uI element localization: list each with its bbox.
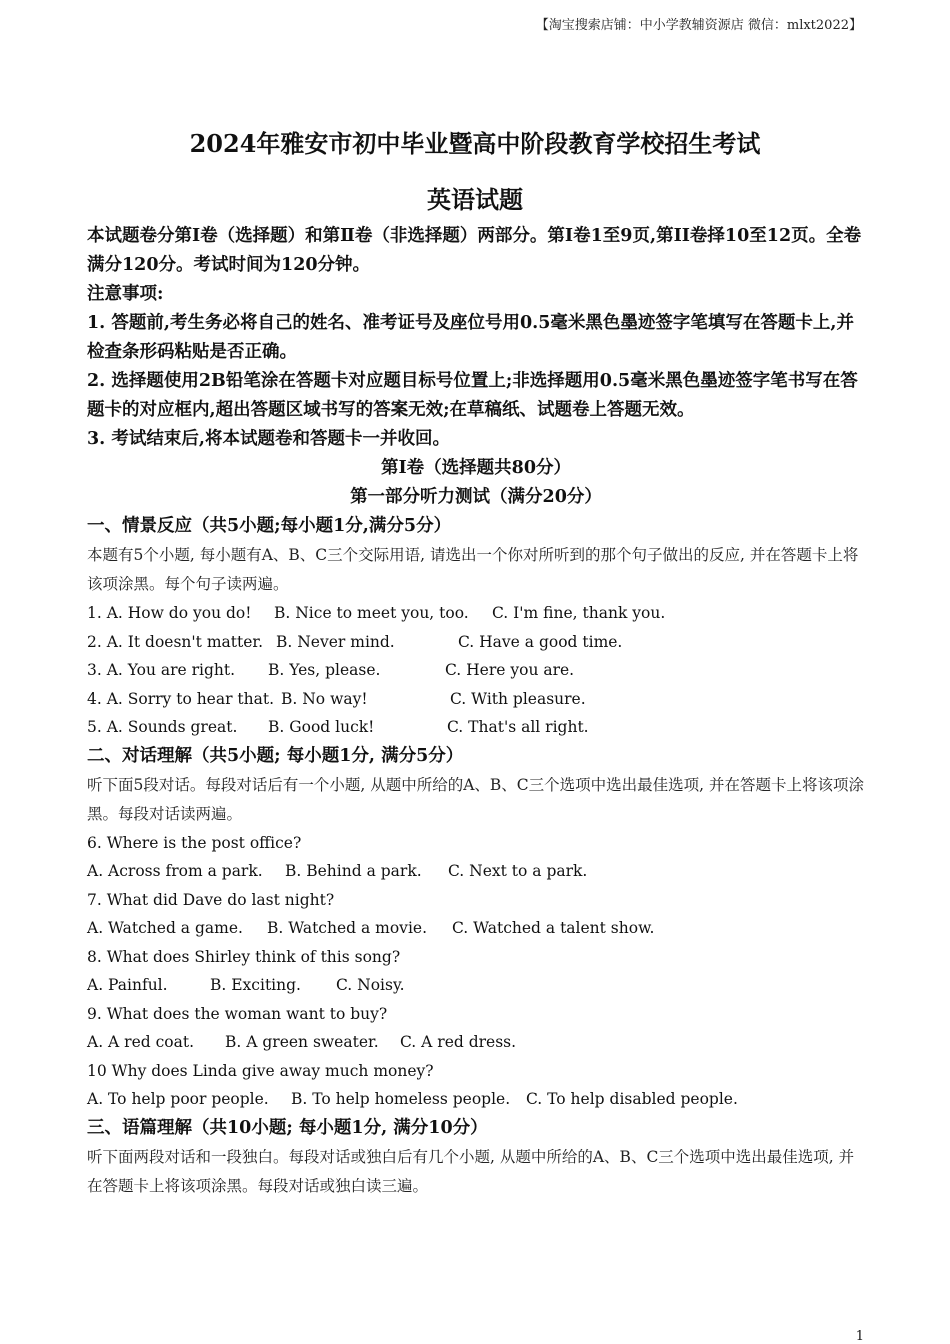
option-c: C. Watched a talent show. (452, 919, 655, 937)
option-a: A. Painful. (87, 976, 168, 994)
option-a: 4. A. Sorry to hear that. (87, 689, 275, 708)
option-b: B. Exciting. (210, 976, 301, 994)
option-c: C. Noisy. (336, 976, 405, 994)
option-b: B. Watched a movie. (267, 919, 427, 937)
option-a: 3. A. You are right. (87, 661, 236, 679)
exam-title: 2024年雅安市初中毕业暨高中阶段教育学校招生考试 (189, 129, 761, 158)
question-text: 8. What does Shirley think of this song? (87, 947, 401, 966)
exam-subtitle: 英语试题 (427, 185, 523, 214)
part-title: 第一部分听力测试（满分20分） (350, 487, 602, 507)
question-row (87, 713, 865, 742)
notice-title: 注意事项: (87, 284, 164, 304)
option-a: 5. A. Sounds great. (87, 718, 238, 736)
option-c: C. That's all right. (447, 718, 589, 736)
option-a: A. A red coat. (87, 1033, 195, 1051)
exam-content (87, 222, 865, 1201)
option-c: C. Here you are. (445, 661, 575, 679)
option-c: C. I'm fine, thank you. (492, 604, 666, 622)
section2-description: 听下面5段对话。每段对话后有一个小题, 从题中所给的A、B、C三个选项中选出最佳选项, 并在答题卡上将该项涂黑。每段对话读两遍。 (87, 775, 865, 823)
option-b: B. Nice to meet you, too. (274, 604, 469, 622)
option-b: B. No way! (281, 689, 368, 708)
volume-title: 第I卷（选择题共80分） (380, 458, 572, 478)
question-row (87, 656, 865, 685)
option-a: A. Across from a park. (87, 862, 263, 880)
option-b: B. To help homeless people. (291, 1090, 511, 1108)
question-row (87, 1028, 865, 1057)
option-b: B. Good luck! (268, 718, 375, 736)
section2-heading: 二、对话理解（共5小题; 每小题1分, 满分5分） (87, 745, 464, 766)
section3-heading: 三、语篇理解（共10小题; 每小题1分, 满分10分） (87, 1117, 488, 1138)
question-text: 6. Where is the post office? (87, 833, 302, 852)
question-text: 7. What did Dave do last night? (87, 890, 335, 909)
question-text: 10 Why does Linda give away much money? (87, 1061, 434, 1080)
option-c: C. With pleasure. (450, 689, 586, 708)
question-row (87, 599, 865, 628)
option-c: C. To help disabled people. (526, 1090, 738, 1108)
question-row (87, 971, 865, 1000)
notice-3: 3. 考试结束后,将本试题卷和答题卡一并收回。 (87, 429, 450, 449)
question-row (87, 628, 865, 657)
option-a: 1. A. How do you do! (87, 604, 252, 622)
question-row (87, 857, 865, 886)
intro-text: 本试题卷分第Ⅰ卷（选择题）和第Ⅱ卷（非选择题）两部分。第Ⅰ卷1至9页,第II卷择10至12页。全卷满分120分。考试时间为120分钟。 (87, 226, 862, 275)
option-b: B. A green sweater. (225, 1033, 379, 1051)
option-b: B. Never mind. (276, 632, 395, 651)
option-a: 2. A. It doesn't matter. (87, 632, 264, 651)
section3-description: 听下面两段对话和一段独白。每段对话或独白后有几个小题, 从题中所给的A、B、C三个选项中选出最佳选项, 并在答题卡上将该项涂黑。每段对话或独白读三遍。 (87, 1147, 855, 1195)
section1-description: 本题有5个小题, 每小题有A、B、C三个交际用语, 请选出一个你对所听到的那个句子做出的反应, 并在答题卡上将该项涂黑。每个句子读两遍。 (87, 546, 859, 593)
page-header: 【淘宝搜索店铺：中小学教辅资源店 微信：mlxt2022】 (535, 18, 862, 33)
option-a: A. To help poor people. (87, 1090, 269, 1108)
option-c: C. A red dress. (400, 1033, 517, 1051)
option-b: B. Yes, please. (268, 661, 381, 679)
notice-1: 1. 答题前,考生务必将自己的姓名、准考证号及座位号用0.5毫米黑色墨迹签字笔填写在答题卡上,并检查条形码粘贴是否正确。 (87, 313, 854, 362)
option-c: C. Next to a park. (448, 862, 588, 880)
section1-heading: 一、情景反应（共5小题;每小题1分,满分5分） (87, 516, 452, 536)
question-text: 9. What does the woman want to buy? (87, 1004, 388, 1023)
question-row (87, 685, 865, 714)
option-a: A. Watched a game. (87, 919, 243, 937)
question-row (87, 914, 865, 943)
page-number: 1 (855, 1329, 864, 1344)
notice-2: 2. 选择题使用2B铅笔涂在答题卡对应题目标号位置上;非选择题用0.5毫米黑色墨迹签字笔书写在答题卡的对应框内,超出答题区域书写的答案无效;在草稿纸、试题卷上答题无效。 (87, 371, 858, 420)
question-row (87, 1085, 865, 1114)
option-b: B. Behind a park. (285, 862, 422, 880)
option-c: C. Have a good time. (458, 632, 623, 651)
